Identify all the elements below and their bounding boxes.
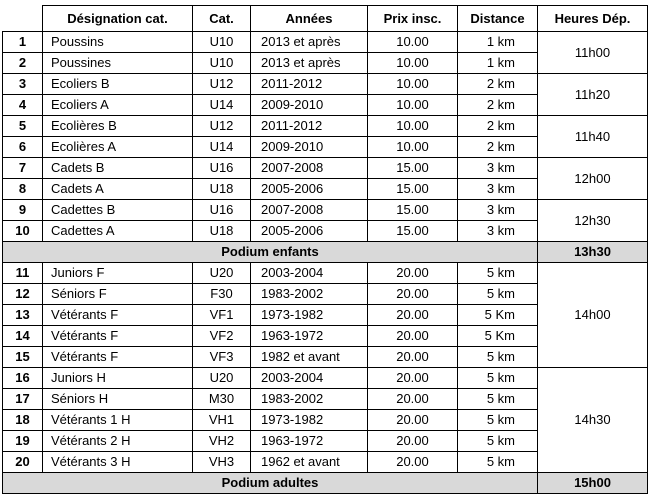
row-distance: 5 km xyxy=(458,431,538,452)
row-years: 2009-2010 xyxy=(251,137,368,158)
start-time-cell: 11h40 xyxy=(538,116,648,158)
row-category: VH3 xyxy=(193,452,251,473)
podium-time: 15h00 xyxy=(538,473,648,494)
row-designation: Poussines xyxy=(43,53,193,74)
row-number: 15 xyxy=(3,347,43,368)
row-distance: 2 km xyxy=(458,74,538,95)
row-designation: Juniors F xyxy=(43,263,193,284)
header-row xyxy=(3,6,648,32)
row-price: 20.00 xyxy=(368,326,458,347)
row-distance: 5 km xyxy=(458,389,538,410)
row-category: VH1 xyxy=(193,410,251,431)
table-row xyxy=(3,200,648,221)
row-category: M30 xyxy=(193,389,251,410)
row-price: 20.00 xyxy=(368,431,458,452)
row-designation: Cadettes B xyxy=(43,200,193,221)
start-time-cell: 14h00 xyxy=(538,263,648,368)
row-distance: 3 km xyxy=(458,221,538,242)
row-designation: Cadets B xyxy=(43,158,193,179)
row-price: 10.00 xyxy=(368,116,458,137)
row-price: 10.00 xyxy=(368,74,458,95)
row-years: 1962 et avant xyxy=(251,452,368,473)
row-distance: 1 km xyxy=(458,32,538,53)
start-time-cell: 14h30 xyxy=(538,368,648,473)
row-price: 10.00 xyxy=(368,95,458,116)
row-distance: 3 km xyxy=(458,158,538,179)
row-category: U10 xyxy=(193,32,251,53)
row-years: 2009-2010 xyxy=(251,95,368,116)
header-blank-cell xyxy=(3,6,43,32)
row-years: 2007-2008 xyxy=(251,200,368,221)
row-number: 7 xyxy=(3,158,43,179)
table-row xyxy=(3,263,648,284)
table-row xyxy=(3,32,648,53)
row-number: 16 xyxy=(3,368,43,389)
row-category: F30 xyxy=(193,284,251,305)
row-category: U16 xyxy=(193,200,251,221)
row-category: U14 xyxy=(193,95,251,116)
row-price: 20.00 xyxy=(368,410,458,431)
row-price: 20.00 xyxy=(368,284,458,305)
header-cat: Cat. xyxy=(193,6,251,32)
row-price: 20.00 xyxy=(368,263,458,284)
row-years: 1983-2002 xyxy=(251,284,368,305)
row-designation: Ecoliers A xyxy=(43,95,193,116)
row-designation: Séniors F xyxy=(43,284,193,305)
row-years: 2007-2008 xyxy=(251,158,368,179)
row-category: U16 xyxy=(193,158,251,179)
row-price: 15.00 xyxy=(368,179,458,200)
row-designation: Cadets A xyxy=(43,179,193,200)
row-category: U18 xyxy=(193,221,251,242)
table-row xyxy=(3,368,648,389)
row-price: 10.00 xyxy=(368,32,458,53)
row-designation: Ecoliers B xyxy=(43,74,193,95)
row-distance: 5 km xyxy=(458,368,538,389)
header-heures: Heures Dép. xyxy=(538,6,648,32)
row-number: 9 xyxy=(3,200,43,221)
row-years: 1973-1982 xyxy=(251,305,368,326)
row-years: 2013 et après xyxy=(251,32,368,53)
row-category: U18 xyxy=(193,179,251,200)
row-category: U12 xyxy=(193,74,251,95)
row-price: 20.00 xyxy=(368,305,458,326)
row-price: 15.00 xyxy=(368,158,458,179)
row-distance: 5 km xyxy=(458,263,538,284)
row-category: VF1 xyxy=(193,305,251,326)
table-row xyxy=(3,158,648,179)
row-designation: Juniors H xyxy=(43,368,193,389)
row-years: 2003-2004 xyxy=(251,263,368,284)
row-number: 5 xyxy=(3,116,43,137)
row-distance: 5 Km xyxy=(458,326,538,347)
row-designation: Cadettes A xyxy=(43,221,193,242)
row-distance: 2 km xyxy=(458,95,538,116)
row-category: VF2 xyxy=(193,326,251,347)
podium-time: 13h30 xyxy=(538,242,648,263)
table-row xyxy=(3,74,648,95)
row-number: 2 xyxy=(3,53,43,74)
row-distance: 5 km xyxy=(458,452,538,473)
start-time-cell: 12h30 xyxy=(538,200,648,242)
header-annees: Années xyxy=(251,6,368,32)
row-number: 6 xyxy=(3,137,43,158)
row-number: 12 xyxy=(3,284,43,305)
row-category: U10 xyxy=(193,53,251,74)
row-years: 1982 et avant xyxy=(251,347,368,368)
row-number: 19 xyxy=(3,431,43,452)
row-number: 1 xyxy=(3,32,43,53)
row-category: U14 xyxy=(193,137,251,158)
row-distance: 5 Km xyxy=(458,305,538,326)
row-distance: 5 km xyxy=(458,410,538,431)
row-designation: Ecolières B xyxy=(43,116,193,137)
start-time-cell: 12h00 xyxy=(538,158,648,200)
row-price: 20.00 xyxy=(368,452,458,473)
row-designation: Vétérants F xyxy=(43,347,193,368)
start-time-cell: 11h20 xyxy=(538,74,648,116)
row-designation: Vétérants 1 H xyxy=(43,410,193,431)
podium-label: Podium enfants xyxy=(3,242,538,263)
podium-row xyxy=(3,242,648,263)
row-number: 10 xyxy=(3,221,43,242)
row-distance: 3 km xyxy=(458,200,538,221)
row-years: 1963-1972 xyxy=(251,326,368,347)
row-years: 2013 et après xyxy=(251,53,368,74)
row-years: 1973-1982 xyxy=(251,410,368,431)
row-number: 20 xyxy=(3,452,43,473)
row-number: 4 xyxy=(3,95,43,116)
row-distance: 2 km xyxy=(458,116,538,137)
row-price: 15.00 xyxy=(368,200,458,221)
row-category: VF3 xyxy=(193,347,251,368)
row-category: VH2 xyxy=(193,431,251,452)
row-designation: Ecolières A xyxy=(43,137,193,158)
row-designation: Vétérants F xyxy=(43,326,193,347)
row-number: 11 xyxy=(3,263,43,284)
podium-row xyxy=(3,473,648,494)
row-price: 20.00 xyxy=(368,389,458,410)
row-number: 3 xyxy=(3,74,43,95)
start-time-cell: 11h00 xyxy=(538,32,648,74)
row-distance: 5 km xyxy=(458,284,538,305)
row-designation: Vétérants 2 H xyxy=(43,431,193,452)
row-years: 2003-2004 xyxy=(251,368,368,389)
row-distance: 5 km xyxy=(458,347,538,368)
row-designation: Séniors H xyxy=(43,389,193,410)
row-designation: Vétérants F xyxy=(43,305,193,326)
row-price: 15.00 xyxy=(368,221,458,242)
row-price: 10.00 xyxy=(368,137,458,158)
row-years: 1983-2002 xyxy=(251,389,368,410)
row-number: 18 xyxy=(3,410,43,431)
row-price: 20.00 xyxy=(368,347,458,368)
header-designation: Désignation cat. xyxy=(43,6,193,32)
podium-label: Podium adultes xyxy=(3,473,538,494)
row-years: 2005-2006 xyxy=(251,179,368,200)
row-number: 13 xyxy=(3,305,43,326)
row-distance: 1 km xyxy=(458,53,538,74)
row-designation: Poussins xyxy=(43,32,193,53)
header-prix: Prix insc. xyxy=(368,6,458,32)
row-category: U20 xyxy=(193,368,251,389)
row-number: 8 xyxy=(3,179,43,200)
row-category: U20 xyxy=(193,263,251,284)
row-category: U12 xyxy=(193,116,251,137)
row-designation: Vétérants 3 H xyxy=(43,452,193,473)
row-years: 2005-2006 xyxy=(251,221,368,242)
table-row xyxy=(3,116,648,137)
row-price: 20.00 xyxy=(368,368,458,389)
row-distance: 3 km xyxy=(458,179,538,200)
row-number: 17 xyxy=(3,389,43,410)
row-distance: 2 km xyxy=(458,137,538,158)
row-price: 10.00 xyxy=(368,53,458,74)
row-years: 2011-2012 xyxy=(251,74,368,95)
header-distance: Distance xyxy=(458,6,538,32)
row-number: 14 xyxy=(3,326,43,347)
row-years: 1963-1972 xyxy=(251,431,368,452)
race-schedule-table xyxy=(2,5,648,494)
row-years: 2011-2012 xyxy=(251,116,368,137)
